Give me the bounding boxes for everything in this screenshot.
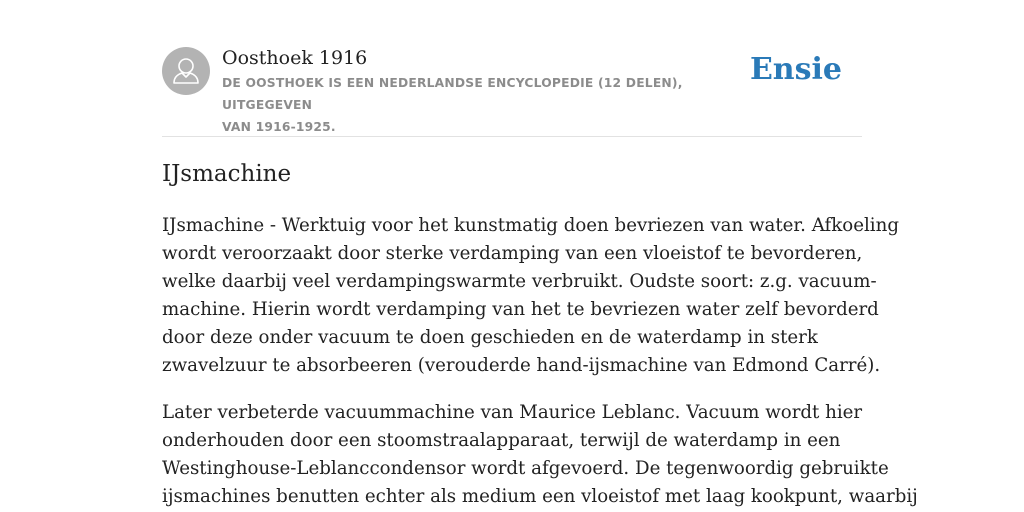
source-description-line: VAN 1916-1925. [222, 120, 336, 134]
paragraph-line: welke daarbij veel verdampingswarmte verbruikt. Oudste soort: z.g. vacuum- [162, 271, 877, 292]
paragraph-line: IJsmachine - Werktuig voor het kunstmatig doen bevriezen van water. Afkoeling [162, 215, 899, 236]
paragraph-line: door deze onder vacuum te doen geschieden en de waterdamp in sterk [162, 327, 818, 348]
paragraph-line: machine. Hierin wordt verdamping van het te bevriezen water zelf bevorderd [162, 299, 879, 320]
paragraph-line: zwavelzuur te absorbeeren (verouderde hand-ijsmachine van Edmond Carré). [162, 355, 881, 376]
avatar[interactable] [162, 47, 210, 95]
article-title: IJsmachine [162, 161, 292, 187]
paragraph-line: onderhouden door een stoomstraalapparaat, terwijl de waterdamp in een [162, 430, 841, 451]
source-description [222, 72, 762, 138]
article-paragraph [162, 399, 918, 511]
paragraph-line: Later verbeterde vacuummachine van Maurice Leblanc. Vacuum wordt hier [162, 402, 863, 423]
source-description-line: DE OOSTHOEK IS EEN NEDERLANDSE ENCYCLOPEDIE (12 DELEN), UITGEGEVEN [222, 76, 683, 112]
paragraph-line: wordt veroorzaakt door sterke verdamping van een vloeistof te bevorderen, [162, 243, 863, 264]
source-header [162, 46, 862, 137]
paragraph-line: ijsmachines benutten echter als medium een vloeistof met laag kookpunt, waarbij [162, 486, 918, 507]
article-body [162, 212, 918, 512]
paragraph-line: Westinghouse-Leblanccondensor wordt afgevoerd. De tegenwoordig gebruikte [162, 458, 889, 479]
source-name[interactable]: Oosthoek 1916 [222, 47, 368, 69]
ensie-logo[interactable]: Ensie [749, 52, 842, 87]
user-silhouette-icon [162, 47, 210, 95]
article-paragraph [162, 212, 899, 380]
